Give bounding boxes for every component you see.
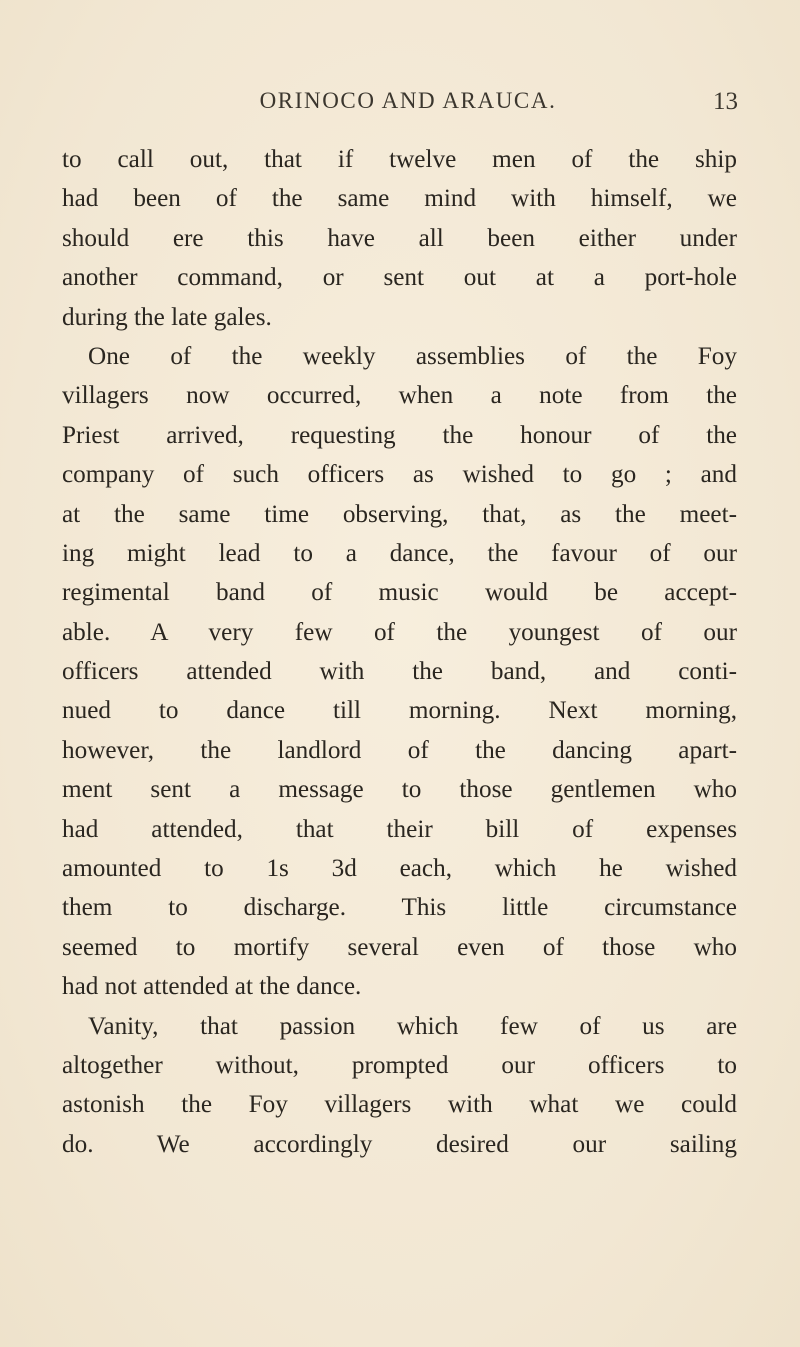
text-line: regimental band of music would be accept- bbox=[62, 579, 737, 607]
text-line: ment sent a message to those gentlemen who bbox=[62, 776, 737, 804]
text-line: to call out, that if twelve men of the ship bbox=[62, 146, 737, 173]
text-line: astonish the Foy villagers with what we could bbox=[62, 1091, 737, 1119]
running-head bbox=[60, 82, 740, 122]
text-line: nued to dance till morning. Next morning, bbox=[62, 697, 737, 725]
running-title: ORINOCO AND ARAUCA. bbox=[259, 88, 557, 113]
text-line: had not attended at the dance. bbox=[62, 973, 362, 1001]
text-line: had been of the same mind with himself, we bbox=[62, 185, 737, 213]
text-line: officers attended with the band, and conti- bbox=[62, 658, 737, 686]
text-line: villagers now occurred, when a note from the bbox=[62, 382, 737, 410]
text-line: do. We accordingly desired our sailing bbox=[62, 1130, 737, 1158]
text-line: at the same time observing, that, as the meet- bbox=[62, 500, 737, 528]
text-line: seemed to mortify several even of those who bbox=[62, 933, 737, 961]
text-line: altogether without, prompted our officers to bbox=[62, 1051, 737, 1079]
body-text bbox=[62, 140, 737, 1164]
text-line: them to discharge. This little circumstance bbox=[62, 894, 737, 922]
paragraph-start-line: Vanity, that passion which few of us are bbox=[88, 1012, 737, 1040]
text-line: during the late gales. bbox=[62, 303, 272, 331]
text-line: had attended, that their bill of expenses bbox=[62, 815, 737, 843]
page-number: 13 bbox=[713, 88, 738, 115]
text-line: ing might lead to a dance, the favour of our bbox=[62, 539, 737, 567]
text-line: another command, or sent out at a port-hole bbox=[62, 264, 737, 292]
paragraph-start-line: One of the weekly assemblies of the Foy bbox=[88, 342, 737, 370]
text-line: Priest arrived, requesting the honour of the bbox=[62, 421, 737, 449]
text-line: should ere this have all been either under bbox=[62, 224, 737, 252]
text-line: however, the landlord of the dancing apart- bbox=[62, 736, 737, 764]
text-line: company of such officers as wished to go ; and bbox=[62, 461, 737, 489]
text-line: able. A very few of the youngest of our bbox=[62, 618, 737, 646]
text-line: amounted to 1s 3d each, which he wished bbox=[62, 855, 737, 883]
